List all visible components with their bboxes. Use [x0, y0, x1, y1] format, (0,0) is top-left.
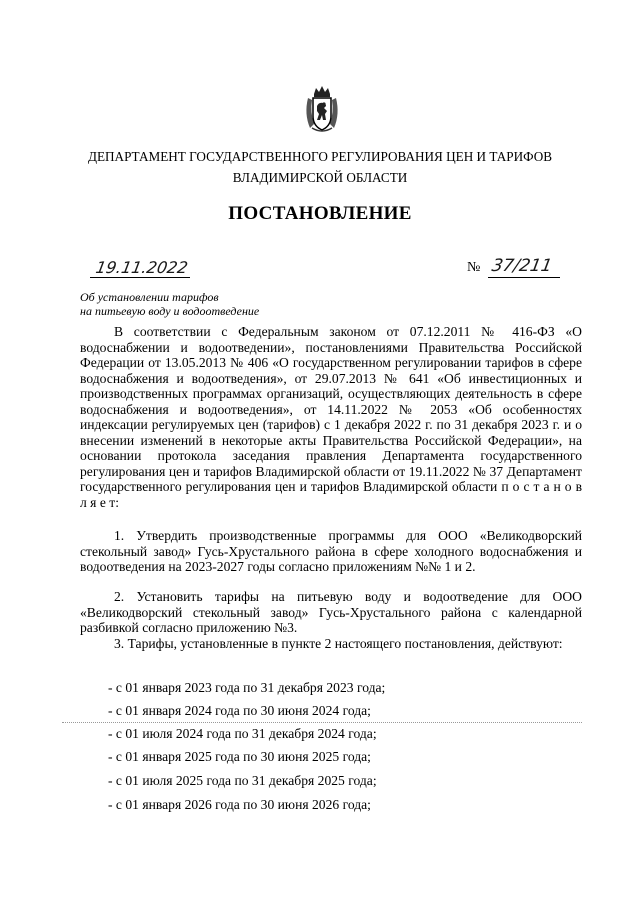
- department-name-line1: ДЕПАРТАМЕНТ ГОСУДАРСТВЕННОГО РЕГУЛИРОВАНИЯ ЦЕН И ТАРИФОВ: [87, 149, 553, 164]
- document-date: 19.11.2022: [94, 258, 190, 277]
- period-item: - с 01 июля 2024 года по 31 декабря 2024 года;: [108, 726, 377, 741]
- period-item: - с 01 января 2026 года по 30 июня 2026 года;: [108, 797, 371, 812]
- subject-line2: на питьевую воду и водоотведение: [80, 304, 260, 318]
- scan-dotted-line: [62, 722, 582, 723]
- preamble-paragraph: [80, 324, 582, 510]
- clause-1: 1. Утвердить производственные программы для ООО «Великодворский стекольный завод» Гусь-Хрустального района в сфере холодного водоснабжения и водоотведения на 2023-2027 годы согласно приложениям №№ 1 и 2.: [80, 528, 582, 574]
- subject-line1: Об установлении тарифов: [80, 290, 219, 304]
- period-item: - с 01 июля 2025 года по 31 декабря 2025 года;: [108, 773, 377, 788]
- document-number: 37/211: [490, 256, 554, 276]
- preamble-resolves: п о с т а н о в л я е т:: [80, 479, 582, 510]
- coat-of-arms-icon: [302, 84, 342, 134]
- number-label: №: [467, 260, 481, 275]
- preamble-text: В соответствии с Федеральным законом от 07.12.2011 № 416-ФЗ «О водоснабжении и водоотведении», постановлениями Правительства Российской Федерации от 13.05.2013 № 406 «О государственном регулировании тарифов в сфере водоснабжения и водоотведения», от 29.07.2013 № 641 «Об инвестиционных и производственных программах организаций, осуществляющих деятельность в сфере водоснабжения и водоотведения», от 14.11.2022 № 2053 «Об особенностях индексации регулируемых цен (тарифов) с 1 декабря 2022 г. по 31 декабря 2023 г. и о внесении изменений в некоторые акты Правительства Российской Федерации», на основании протокола заседания правления Департамента государственного регулирования цен и тарифов Владимирской области от 19.11.2022 № 37 Департамент государственного регулирования цен и тарифов Владимирской области: [80, 324, 582, 494]
- date-underline: [90, 277, 190, 278]
- clause-2: 2. Установить тарифы на питьевую воду и водоотведение для ООО «Великодворский стекольный завод» Гусь-Хрустального района с календарной разбивкой согласно приложению №3.: [80, 589, 582, 635]
- document-type-title: ПОСТАНОВЛЕНИЕ: [228, 203, 412, 224]
- document-subject: [80, 290, 259, 318]
- clause-3: 3. Тарифы, установленные в пункте 2 настоящего постановления, действуют:: [114, 636, 563, 651]
- period-item: - с 01 января 2024 года по 30 июня 2024 года;: [108, 703, 371, 718]
- department-name-line2: ВЛАДИМИРСКОЙ ОБЛАСТИ: [232, 170, 408, 185]
- period-item: - с 01 января 2023 года по 31 декабря 2023 года;: [108, 680, 386, 695]
- number-underline: [488, 277, 560, 278]
- period-item: - с 01 января 2025 года по 30 июня 2025 года;: [108, 749, 371, 764]
